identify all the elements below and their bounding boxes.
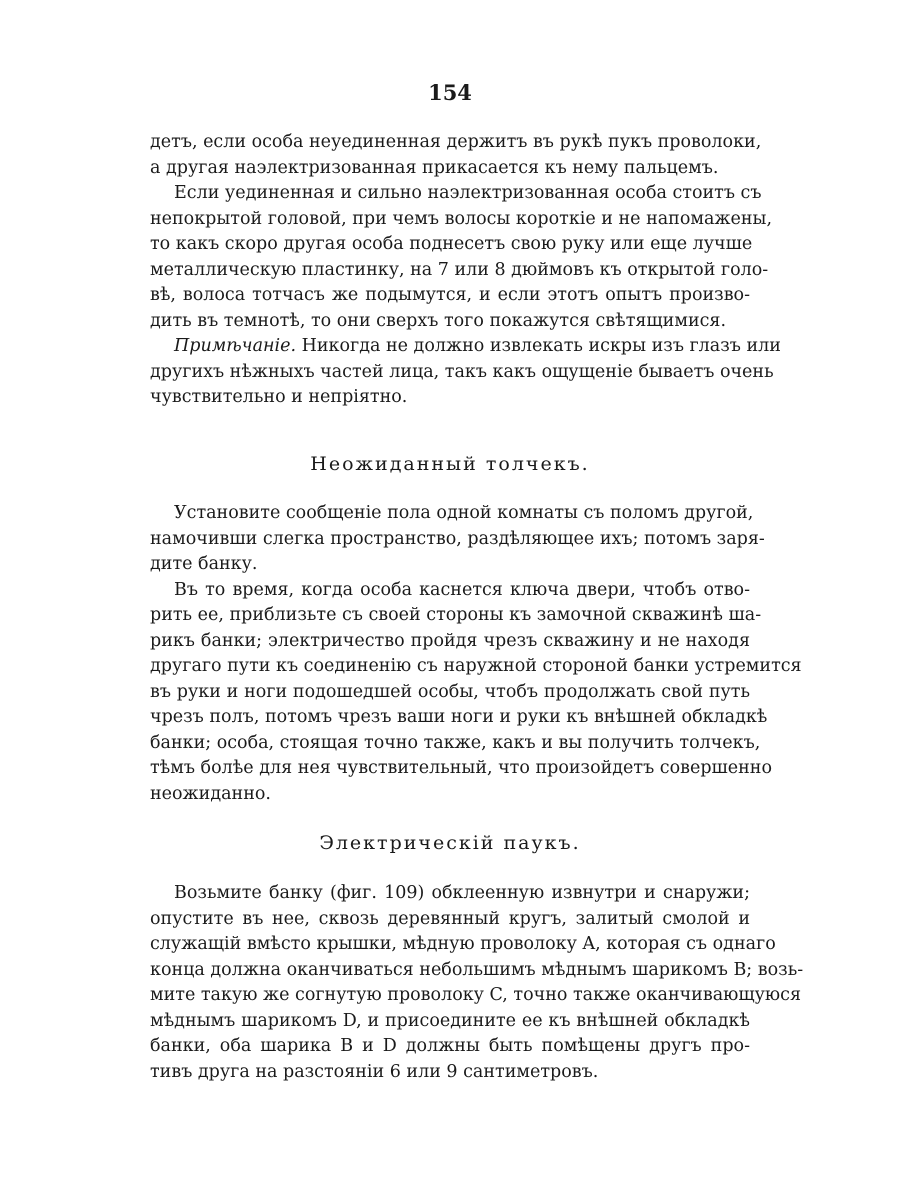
text-line: чрезъ полъ, потомъ чрезъ ваши ноги и руки къ внѣшней обкладкѣ — [150, 707, 768, 727]
text-line: вѣ, волоса тотчасъ же подымутся, и если этотъ опытъ произво- — [150, 285, 750, 305]
text-line: Въ то время, когда особа каснется ключа двери, чтобъ отво- — [174, 579, 750, 600]
paragraph-block-2 — [150, 501, 802, 807]
text-line: банки, оба шарика B и D должны быть помѣщены другъ про- — [150, 1036, 750, 1056]
text-line: Возьмите банку (фиг. 109) обклеенную извнутри и снаружи; — [174, 883, 750, 903]
paragraph-block-3 — [150, 881, 804, 1085]
text-line: детъ, если особа неуединенная держитъ въ рукѣ пукъ проволоки, — [150, 132, 762, 152]
text-line: другихъ нѣжныхъ частей лица, такъ какъ ощущенiе бываетъ очень — [150, 361, 774, 382]
note-label: Примѣчанiе. — [174, 336, 297, 356]
text-line: мѣднымъ шарикомъ D, и присоедините ее къ внѣшней обкладкѣ — [150, 1010, 750, 1031]
section-title-electric-spider: Электрическiй паукъ. — [319, 832, 581, 854]
text-line: тивъ друга на разстоянiи 6 или 9 сантиметровъ. — [150, 1061, 599, 1082]
text-line: рикъ банки; электричество пройдя чрезъ скважину и не находя — [150, 630, 750, 651]
text-line: другаго пути къ соединенiю съ наружной стороной банки устремится — [150, 656, 802, 676]
section-title-unexpected-jolt: Неожиданный толчекъ. — [310, 453, 590, 475]
text-line: чувствительно и непрiятно. — [150, 387, 408, 407]
text-line: дите банку. — [150, 554, 258, 574]
note-text: Никогда не должно извлекать искры изъ глазъ или — [296, 336, 781, 356]
text-line: тѣмъ болѣе для нея чувствительный, что произойдетъ совершенно — [150, 758, 773, 778]
text-line: металлическую пластинку, на 7 или 8 дюймовъ къ открытой голо- — [150, 259, 769, 280]
note-line — [150, 334, 781, 360]
page-number: 154 — [428, 80, 472, 105]
text-line: конца должна оканчиваться небольшимъ мѣднымъ шарикомъ B; возь- — [150, 959, 804, 980]
text-line: опустите въ нее, сквозь деревянный кругъ, залитый смолой и — [150, 908, 750, 929]
text-line: банки; особа, стоящая точно также, какъ и вы получить толчекъ, — [150, 732, 761, 753]
text-line: рить ее, приблизьте съ своей стороны къ замочной скважинѣ ша- — [150, 605, 762, 625]
text-line: Если уединенная и сильно наэлектризованная особа стоитъ съ — [174, 183, 762, 203]
text-line: намочивши слегка пространство, раздѣляющее ихъ; потомъ заря- — [150, 528, 765, 549]
text-line: неожиданно. — [150, 783, 271, 804]
text-line: а другая наэлектризованная прикасается къ нему пальцемъ. — [150, 157, 719, 178]
text-line: Установите сообщенiе пола одной комнаты съ поломъ другой, — [174, 503, 754, 523]
paragraph-block-1 — [150, 130, 781, 411]
text-line: служащiй вмѣсто крышки, мѣдную проволоку A, которая съ однаго — [150, 934, 776, 954]
text-line: то какъ скоро другая особа поднесетъ свою руку или еще лучше — [150, 234, 753, 254]
text-line: въ руки и ноги подошедшей особы, чтобъ продолжать свой путь — [150, 681, 750, 702]
text-line: мите такую же согнутую проволоку C, точно также оканчивающуюся — [150, 985, 802, 1005]
text-line: дить въ темнотѣ, то они сверхъ того покажутся свѣтящимися. — [150, 310, 727, 331]
text-line: непокрытой головой, при чемъ волосы короткiе и не напомажены, — [150, 208, 773, 229]
